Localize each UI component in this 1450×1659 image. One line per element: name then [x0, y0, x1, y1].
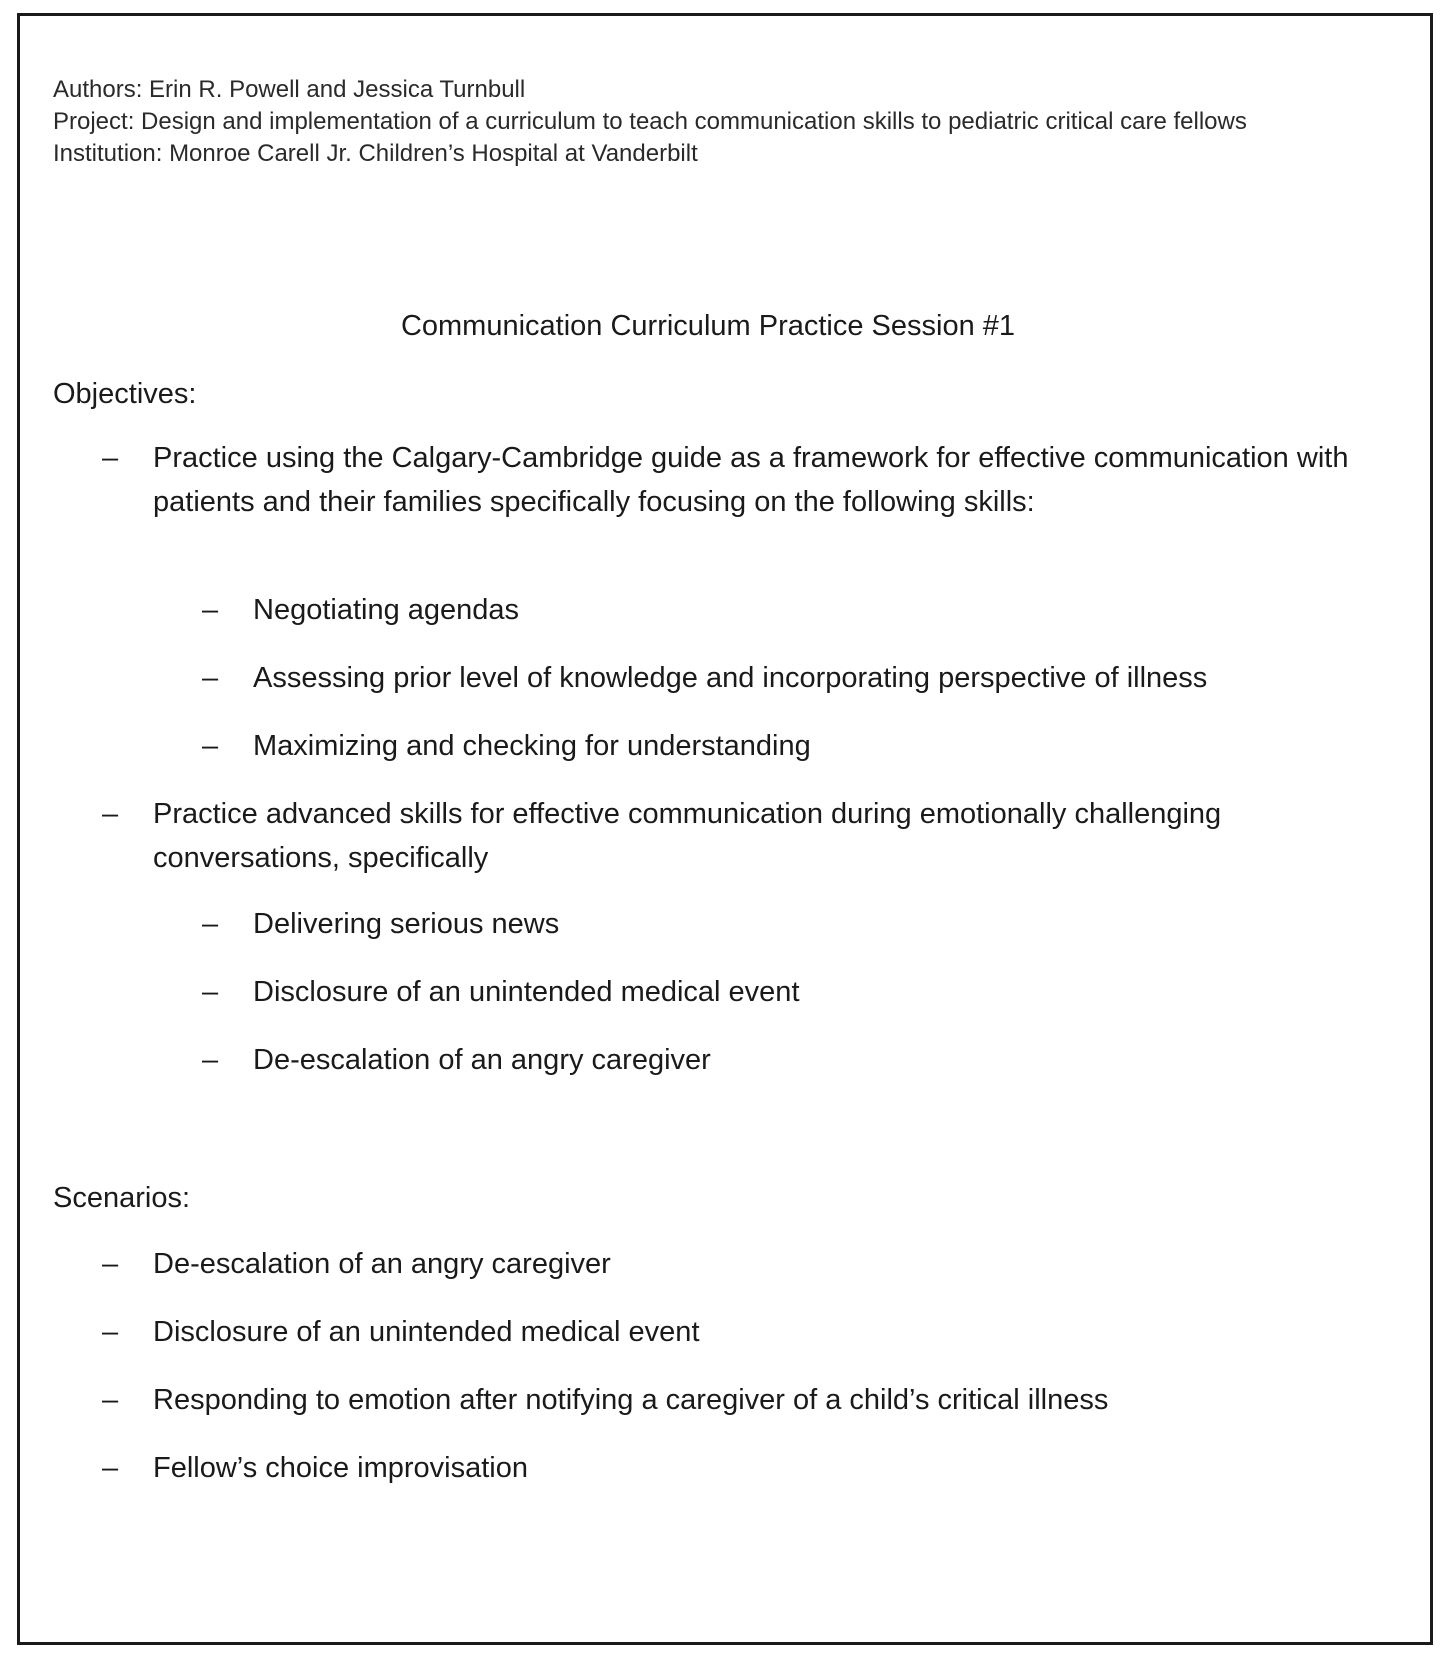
subitem-text: Delivering serious news	[253, 908, 560, 940]
subitem-text: Negotiating agendas	[253, 594, 520, 626]
subitem-text: Assessing prior level of knowledge and incorporating perspective of illness	[253, 662, 1208, 694]
scenario-text: Fellow’s choice improvisation	[153, 1452, 529, 1484]
subitem-text: Disclosure of an unintended medical event	[253, 976, 800, 1008]
dash-bullet: –	[202, 730, 219, 762]
project-line: Project: Design and implementation of a curriculum to teach communication skills to pediatric critical care fellows	[53, 108, 1247, 135]
dash-bullet: –	[102, 798, 119, 830]
institution-line: Institution: Monroe Carell Jr. Children’s Hospital at Vanderbilt	[53, 140, 698, 167]
dash-bullet: –	[102, 1248, 119, 1280]
dash-bullet: –	[202, 976, 219, 1008]
dash-bullet: –	[102, 1452, 119, 1484]
scenario-text: De-escalation of an angry caregiver	[153, 1248, 611, 1280]
authors-line: Authors: Erin R. Powell and Jessica Turnbull	[53, 76, 526, 103]
subitem-text: De-escalation of an angry caregiver	[253, 1044, 711, 1076]
objectives-heading: Objectives:	[53, 378, 197, 410]
scenario-text: Disclosure of an unintended medical event	[153, 1316, 700, 1348]
dash-bullet: –	[202, 662, 219, 694]
objective-text-2: Practice advanced skills for effective communication during emotionally challenging conversations, specifically	[153, 798, 1222, 874]
document-title: Communication Curriculum Practice Session #1	[400, 310, 1016, 342]
dash-bullet: –	[202, 908, 219, 940]
document-metadata	[53, 74, 1383, 170]
dash-bullet: –	[102, 442, 119, 474]
subitem-text: Maximizing and checking for understanding	[253, 730, 811, 762]
dash-bullet: –	[102, 1316, 119, 1348]
scenario-text: Responding to emotion after notifying a caregiver of a child’s critical illness	[153, 1384, 1109, 1416]
scenarios-heading: Scenarios:	[53, 1182, 191, 1214]
dash-bullet: –	[202, 1044, 219, 1076]
dash-bullet: –	[202, 594, 219, 626]
objective-text-1: Practice using the Calgary-Cambridge guide as a framework for effective communication with patients and their families specifically focusing on the following skills:	[153, 442, 1349, 518]
dash-bullet: –	[102, 1384, 119, 1416]
